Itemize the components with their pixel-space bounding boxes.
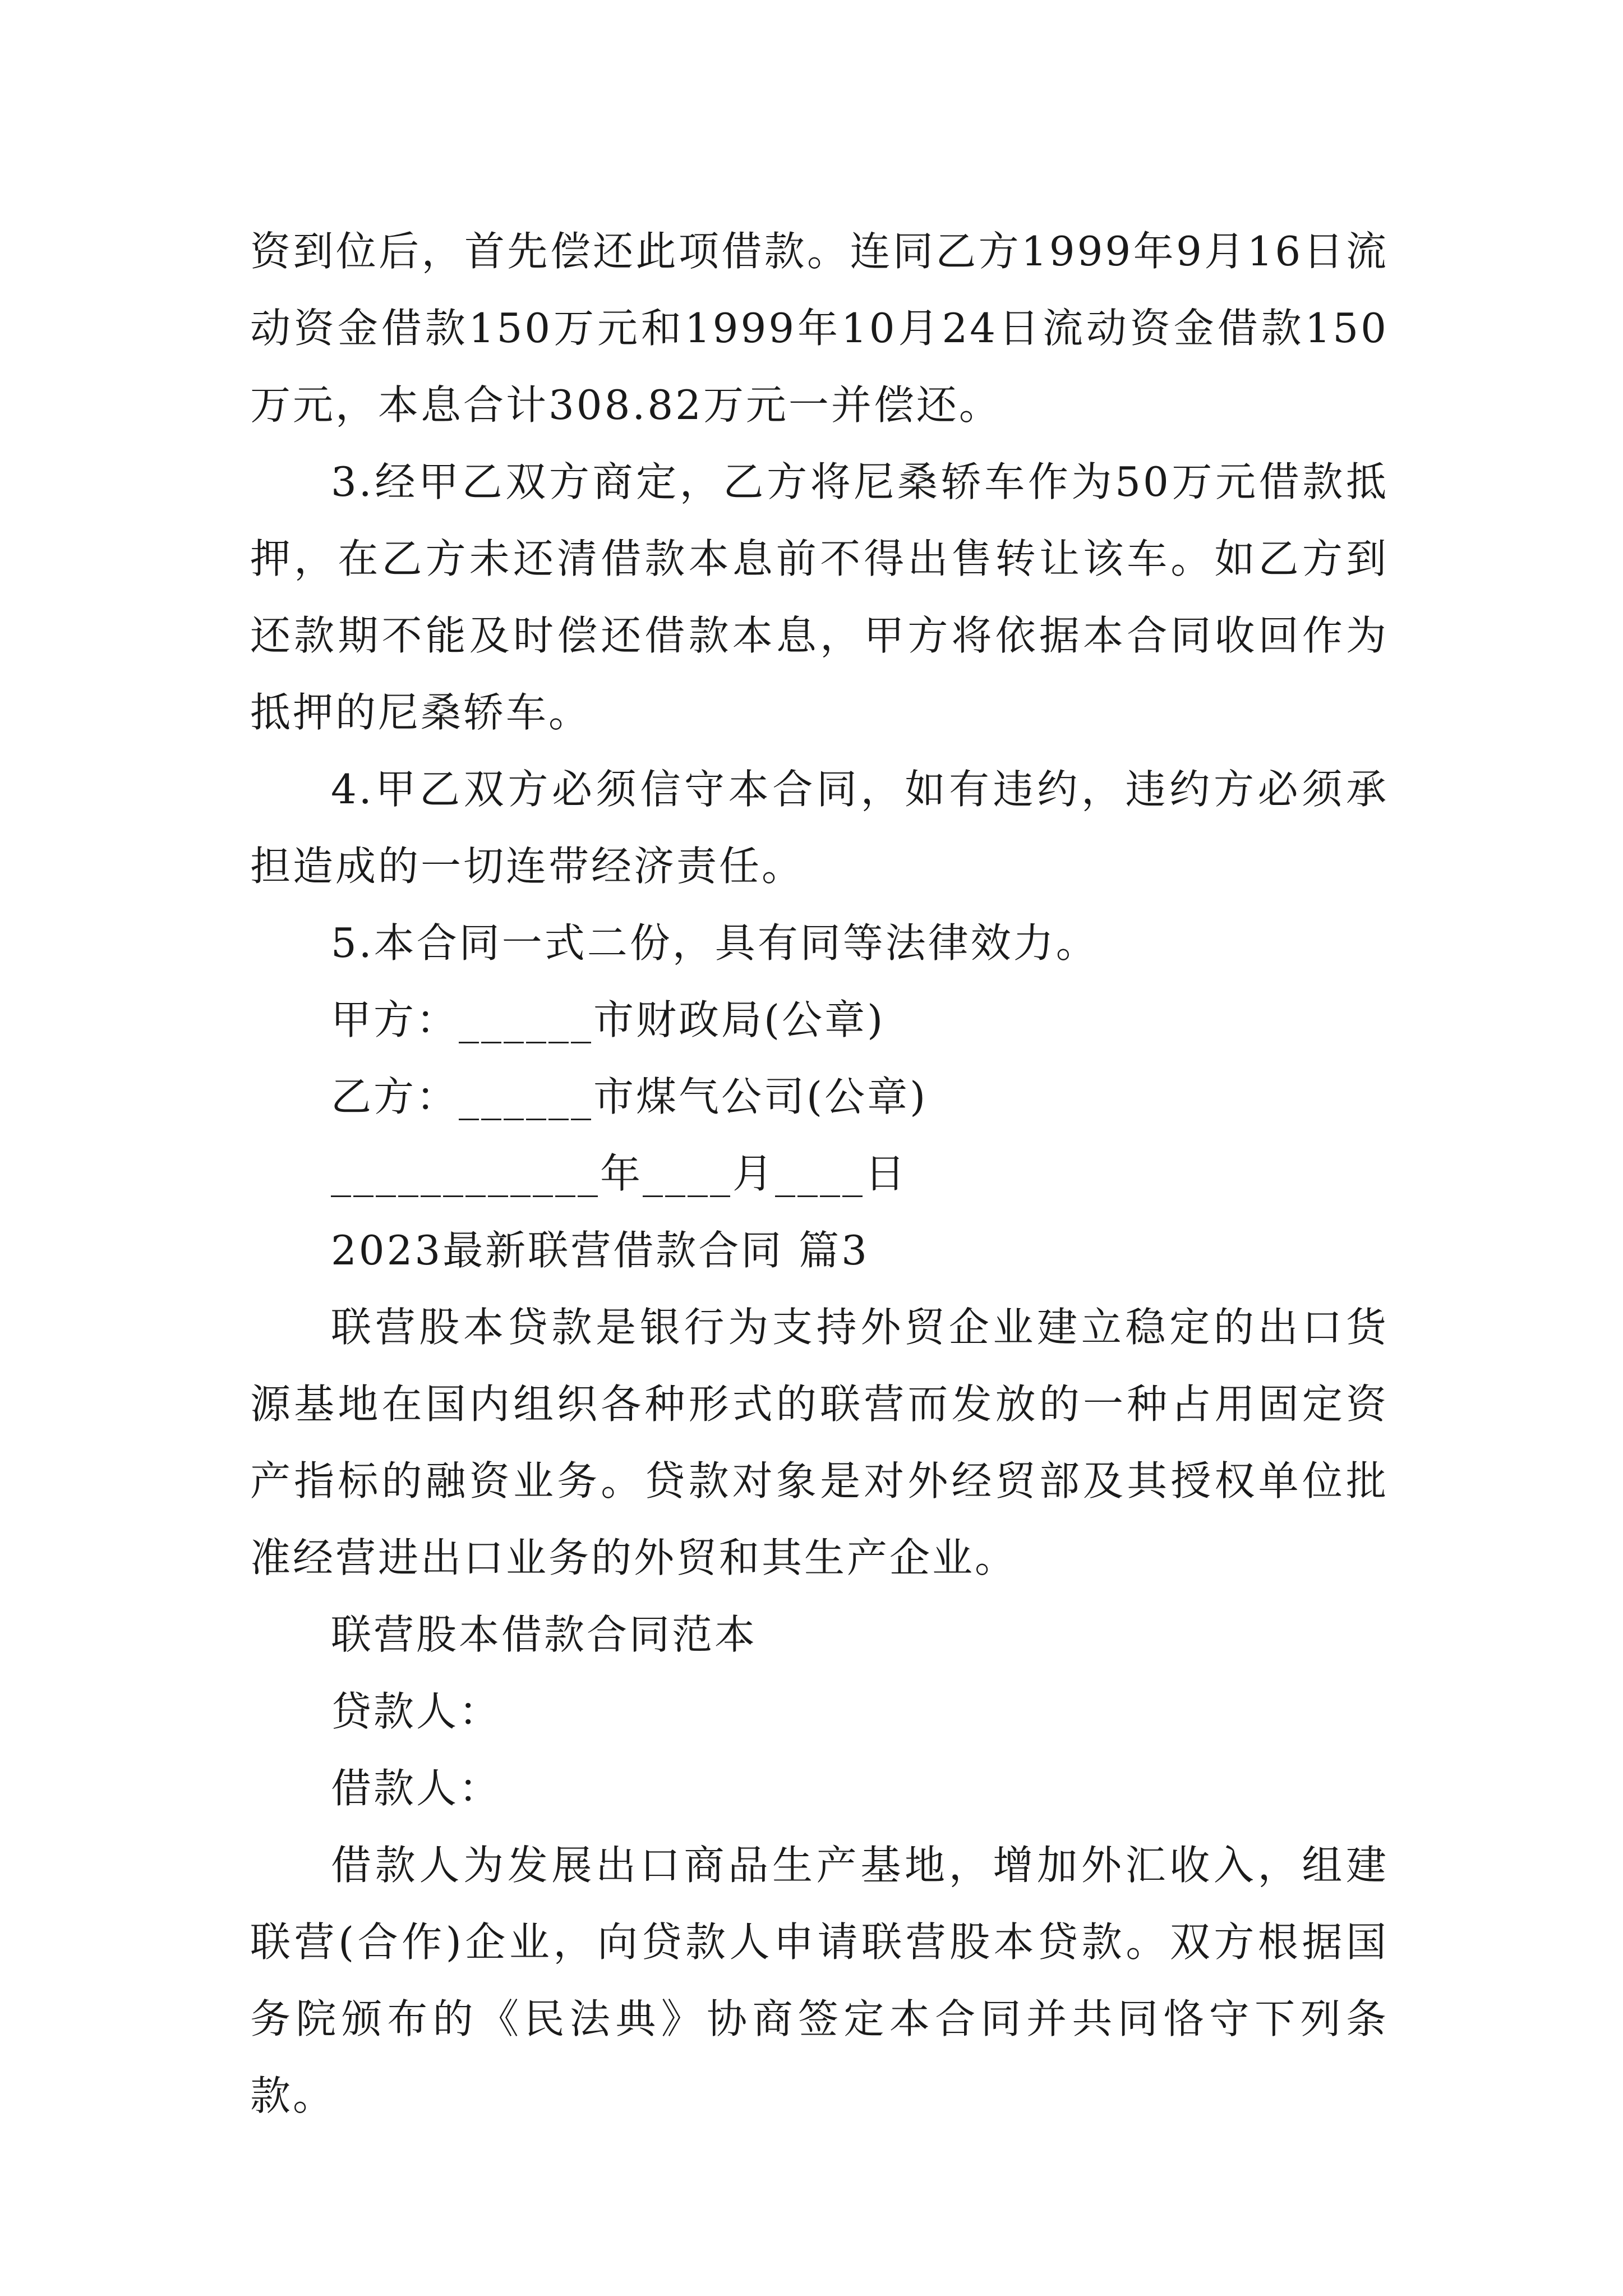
party-a-signature-line: 甲方：______市财政局(公章) — [331, 996, 886, 1043]
paragraph-loan-description: 联营股本贷款是银行为支持外贸企业建立稳定的出口货源基地在国内组织各种形式的联营而发放的一种占用固定资产指标的融资业务。贷款对象是对外经贸部及其授权单位批准经营进出口业务的外贸和其生产企业。 — [250, 1304, 1389, 1581]
paragraph-clause-5-copies: 5.本合同一式二份，具有同等法律效力。 — [331, 919, 1099, 967]
borrower-field: 借款人： — [331, 1765, 502, 1812]
contract-template-title: 联营股本借款合同范本 — [331, 1611, 758, 1658]
paragraph-repayment-continuation: 资到位后，首先偿还此项借款。连同乙方1999年9月16日流动资金借款150万元和1999年10月24日流动资金借款150万元，本息合计308.82万元一并偿还。 — [250, 228, 1389, 429]
document-body — [250, 213, 1389, 2134]
date-line: ____________年____月____日 — [331, 1150, 907, 1197]
party-b-signature-line: 乙方：______市煤气公司(公章) — [331, 1073, 928, 1120]
section-heading: 2023最新联营借款合同 篇3 — [331, 1227, 869, 1274]
paragraph-contract-preamble: 借款人为发展出口商品生产基地，增加外汇收入，组建联营(合作)企业，向贷款人申请联营股本贷款。双方根据国务院颁布的《民法典》协商签定本合同并共同恪守下列条款。 — [250, 1842, 1389, 2119]
paragraph-clause-4-breach: 4.甲乙双方必须信守本合同，如有违约，违约方必须承担造成的一切连带经济责任。 — [250, 766, 1389, 890]
lender-field: 贷款人： — [331, 1688, 502, 1735]
paragraph-clause-3-collateral: 3.经甲乙双方商定，乙方将尼桑轿车作为50万元借款抵押，在乙方未还清借款本息前不得出售转让该车。如乙方到还款期不能及时偿还借款本息，甲方将依据本合同收回作为抵押的尼桑轿车。 — [250, 458, 1389, 736]
